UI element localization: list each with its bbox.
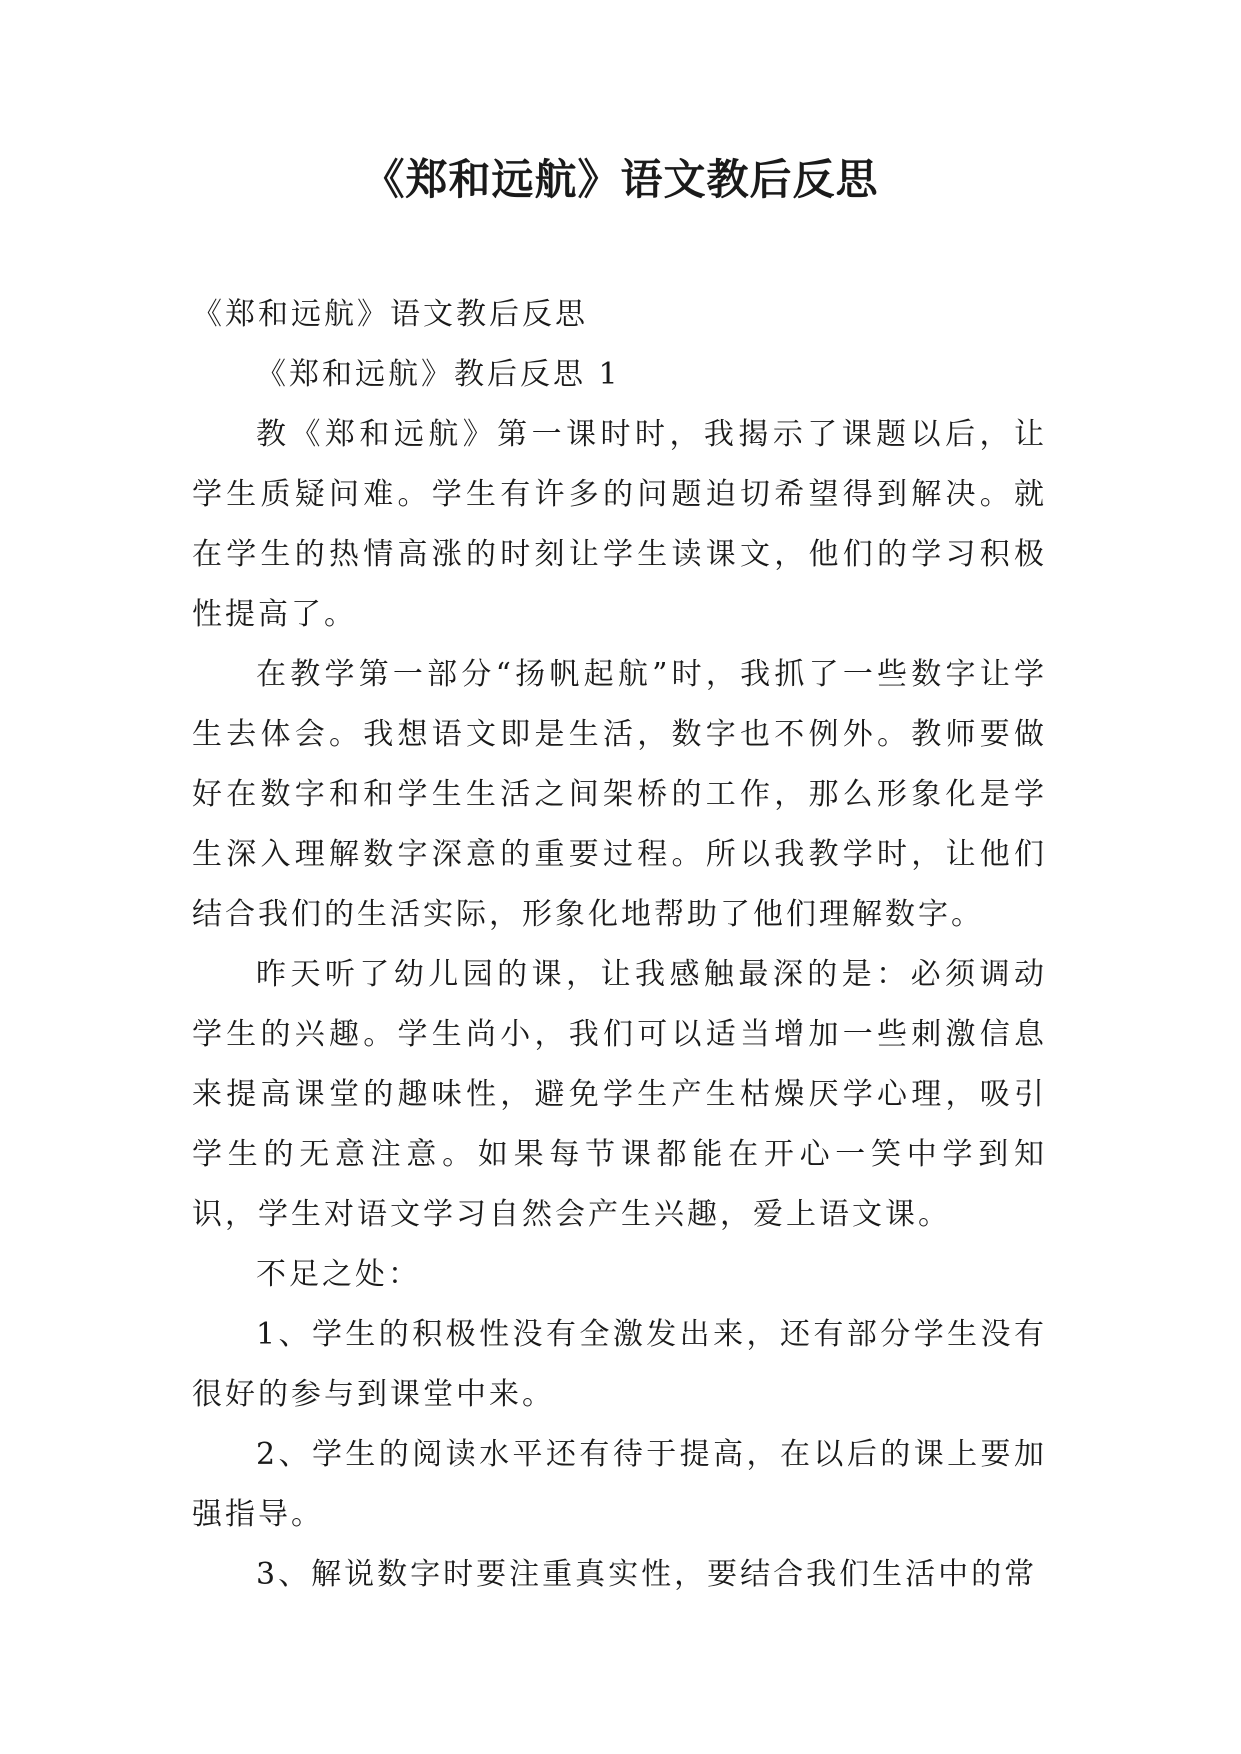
paragraph-list-heading: 不足之处： [256,1257,421,1292]
paragraph: 教《郑和远航》第一课时时，我揭示了课题以后，让学生质疑问难。学生有许多的问题迫切希望得到解决。就在学生的热情高涨的时刻让学生读课文，他们的学习积极性提高了。 [192,417,1047,632]
list-item: 3、解说数字时要注重真实性，要结合我们生活中的常 [256,1557,1038,1592]
document-title: 《郑和远航》语文教后反思 [362,155,879,204]
paragraph-subtitle: 《郑和远航》语文教后反思 [192,297,588,332]
list-item: 1、学生的积极性没有全激发出来，还有部分学生没有很好的参与到课堂中来。 [192,1317,1047,1412]
list-item: 2、学生的阅读水平还有待于提高，在以后的课上要加强指导。 [192,1437,1047,1532]
paragraph: 在教学第一部分“扬帆起航”时，我抓了一些数字让学生去体会。我想语文即是生活，数字也不例外。教师要做好在数字和和学生生活之间架桥的工作，那么形象化是学生深入理解数字深意的重要过程。所以我教学时，让他们结合我们的生活实际，形象化地帮助了他们理解数字。 [192,657,1047,932]
paragraph-section-heading: 《郑和远航》教后反思 1 [256,357,621,392]
paragraph: 昨天听了幼儿园的课，让我感触最深的是：必须调动学生的兴趣。学生尚小，我们可以适当增加一些刺激信息来提高课堂的趣味性，避免学生产生枯燥厌学心理，吸引学生的无意注意。如果每节课都能在开心一笑中学到知识，学生对语文学习自然会产生兴趣，爱上语文课。 [192,957,1047,1232]
document-body [192,285,1047,1605]
